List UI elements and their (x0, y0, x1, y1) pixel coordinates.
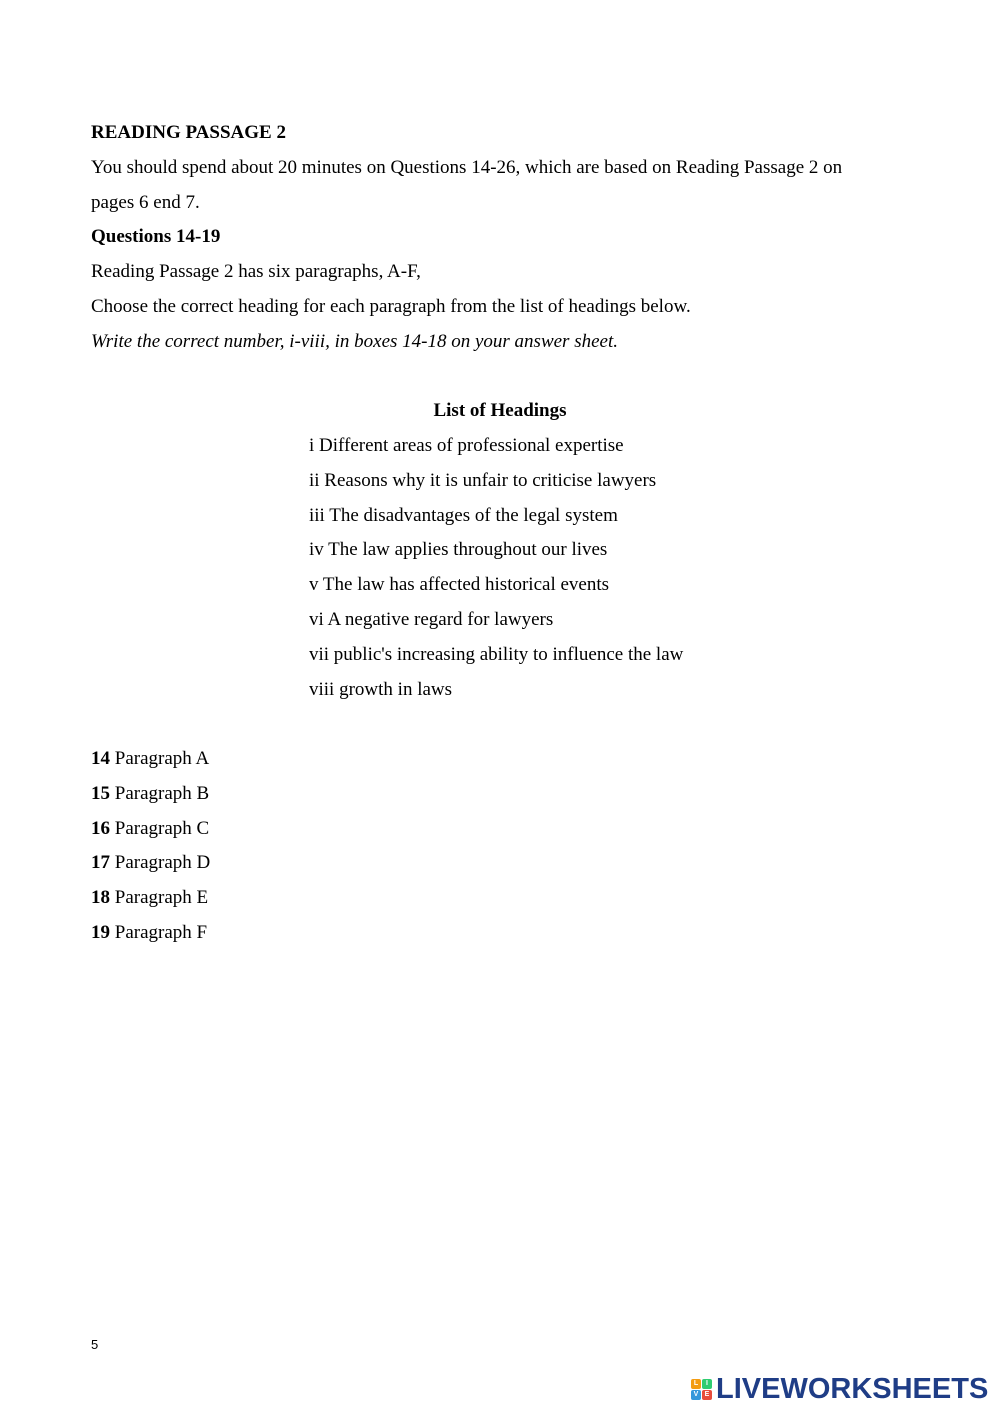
question-number: 19 (91, 921, 110, 943)
question-item (91, 748, 210, 783)
question-label: Paragraph E (110, 887, 209, 909)
question-item (91, 887, 210, 922)
question-item (91, 818, 210, 853)
passage-title: READING PASSAGE 2 (91, 122, 286, 143)
passage-instruction-line-2: pages 6 end 7. (91, 192, 200, 213)
questions-heading: Questions 14-19 (91, 226, 221, 247)
liveworksheets-logo-icon (691, 1379, 712, 1400)
heading-item: ii Reasons why it is unfair to criticise lawyers (309, 469, 657, 491)
question-label: Paragraph F (110, 921, 208, 943)
page-number: 5 (91, 1337, 99, 1352)
heading-item: viii growth in laws (309, 678, 453, 700)
questions-instruction-line-1: Reading Passage 2 has six paragraphs, A-F, (91, 261, 421, 282)
question-number: 17 (91, 852, 110, 874)
questions-instruction-line-2: Choose the correct heading for each paragraph from the list of headings below. (91, 296, 691, 317)
question-label: Paragraph A (110, 748, 210, 769)
question-item (91, 783, 210, 818)
question-number: 16 (91, 817, 110, 839)
question-label: Paragraph C (110, 817, 210, 839)
question-label: Paragraph D (110, 852, 211, 874)
heading-item: i Different areas of professional expertise (309, 435, 624, 456)
question-number: 18 (91, 887, 110, 909)
logo-tile: L (691, 1379, 701, 1389)
heading-item: iii The disadvantages of the legal system (309, 504, 618, 526)
question-item (91, 852, 210, 887)
heading-item: v The law has affected historical events (309, 574, 610, 596)
logo-tile: E (702, 1390, 712, 1400)
question-item (91, 922, 210, 957)
headings-list (309, 435, 683, 713)
heading-item: vii public's increasing ability to influence the law (309, 643, 684, 665)
question-number: 15 (91, 782, 110, 804)
questions-instruction-line-3: Write the correct number, i-viii, in boxes 14-18 on your answer sheet. (91, 331, 618, 352)
question-number: 14 (91, 748, 110, 769)
questions-list (91, 748, 210, 957)
heading-item: vi A negative regard for lawyers (309, 608, 554, 630)
liveworksheets-brand (691, 1372, 988, 1406)
list-of-headings-title: List of Headings (433, 400, 567, 421)
question-label: Paragraph B (110, 782, 210, 804)
logo-tile: I (702, 1379, 712, 1389)
liveworksheets-wordmark: LIVEWORKSHEETS (716, 1373, 989, 1405)
logo-tile: V (691, 1390, 701, 1400)
passage-instruction-line-1: You should spend about 20 minutes on Questions 14-26, which are based on Reading Passage 2 on (91, 157, 843, 178)
heading-item: iv The law applies throughout our lives (309, 539, 608, 561)
